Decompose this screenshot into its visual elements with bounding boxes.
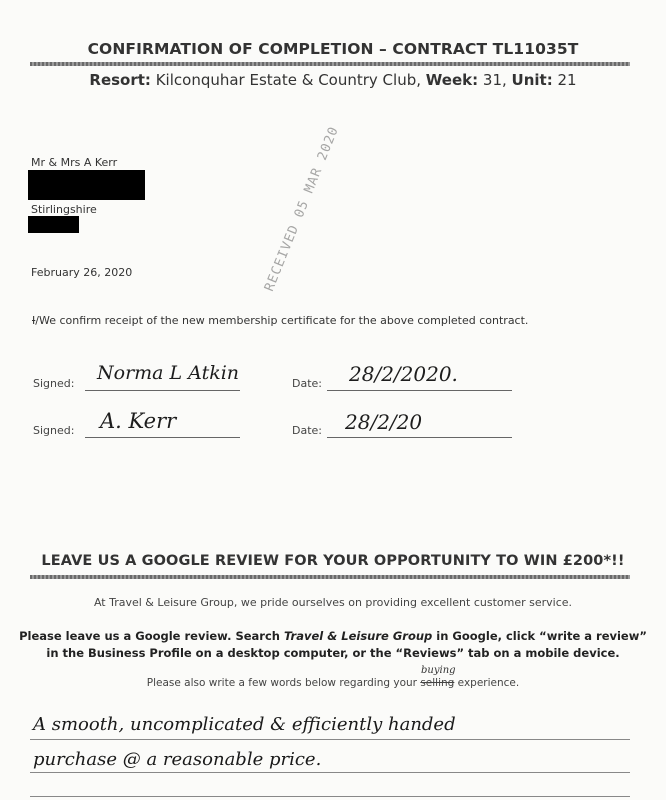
received-stamp: RECEIVED 05 MAR 2020 bbox=[262, 124, 343, 294]
resort-label: Resort: bbox=[89, 71, 151, 89]
signature-1: Norma L Atkin bbox=[97, 362, 240, 384]
write-line-3 bbox=[30, 796, 630, 797]
review-instructions bbox=[0, 628, 666, 662]
title-rule bbox=[30, 62, 630, 66]
date-label-2: Date: bbox=[292, 424, 322, 437]
handwritten-review-line-1: A smooth, uncomplicated & efficiently handed bbox=[33, 714, 456, 735]
date-line-1 bbox=[327, 390, 512, 391]
signed-date-1: 28/2/2020. bbox=[349, 362, 458, 386]
document-title: CONFIRMATION OF COMPLETION – CONTRACT TL11035T bbox=[87, 40, 579, 58]
review-request bbox=[0, 677, 666, 689]
review-section-title: LEAVE US A GOOGLE REVIEW FOR YOUR OPPORTUNITY TO WIN £200*!! bbox=[41, 553, 625, 569]
review-instructions-line2: in the Business Profile on a desktop computer, or the “Reviews” tab on a mobile device. bbox=[46, 646, 620, 660]
signed-label-2: Signed: bbox=[33, 424, 75, 437]
review-request-b: experience. bbox=[454, 677, 520, 689]
confirmation-text: /We confirm receipt of the new membership certificate for the above completed contract. bbox=[35, 314, 529, 327]
resort-value: Kilconquhar Estate & Country Club, bbox=[155, 71, 421, 89]
review-intro: At Travel & Leisure Group, we pride ourselves on providing excellent customer service. bbox=[93, 596, 573, 609]
letter-date: February 26, 2020 bbox=[31, 266, 133, 279]
review-instructions-a: Please leave us a Google review. Search bbox=[19, 629, 284, 643]
date-label-1: Date: bbox=[292, 377, 322, 390]
write-line-2 bbox=[30, 772, 630, 773]
recipient-name: Mr & Mrs A Kerr bbox=[31, 156, 118, 169]
review-instructions-b: in Google, click “write a review” bbox=[432, 629, 647, 643]
review-request-a: Please also write a few words below regarding your bbox=[146, 677, 421, 689]
signed-date-2: 28/2/20 bbox=[345, 410, 423, 434]
redacted-postcode-block bbox=[28, 216, 79, 233]
handwritten-insert: buying bbox=[421, 665, 456, 676]
unit-label: Unit: bbox=[511, 71, 553, 89]
signature-line-1 bbox=[85, 390, 240, 391]
date-line-2 bbox=[327, 437, 512, 438]
handwritten-review-line-2: purchase @ a reasonable price. bbox=[33, 749, 322, 770]
signature-line-2 bbox=[85, 437, 240, 438]
struck-word: selling bbox=[420, 677, 455, 689]
write-line-1 bbox=[30, 739, 630, 740]
redacted-address-block bbox=[28, 170, 145, 200]
week-value: 31, bbox=[482, 71, 507, 89]
review-title-rule bbox=[30, 575, 630, 579]
recipient-county: Stirlingshire bbox=[31, 203, 97, 216]
unit-value: 21 bbox=[557, 71, 577, 89]
signature-2: A. Kerr bbox=[100, 409, 177, 433]
confirmation-statement bbox=[32, 314, 528, 327]
week-label: Week: bbox=[425, 71, 479, 89]
struck-pronoun: I bbox=[32, 314, 36, 327]
signed-label-1: Signed: bbox=[33, 377, 75, 390]
resort-line bbox=[0, 71, 666, 89]
company-name: Travel & Leisure Group bbox=[283, 629, 433, 643]
